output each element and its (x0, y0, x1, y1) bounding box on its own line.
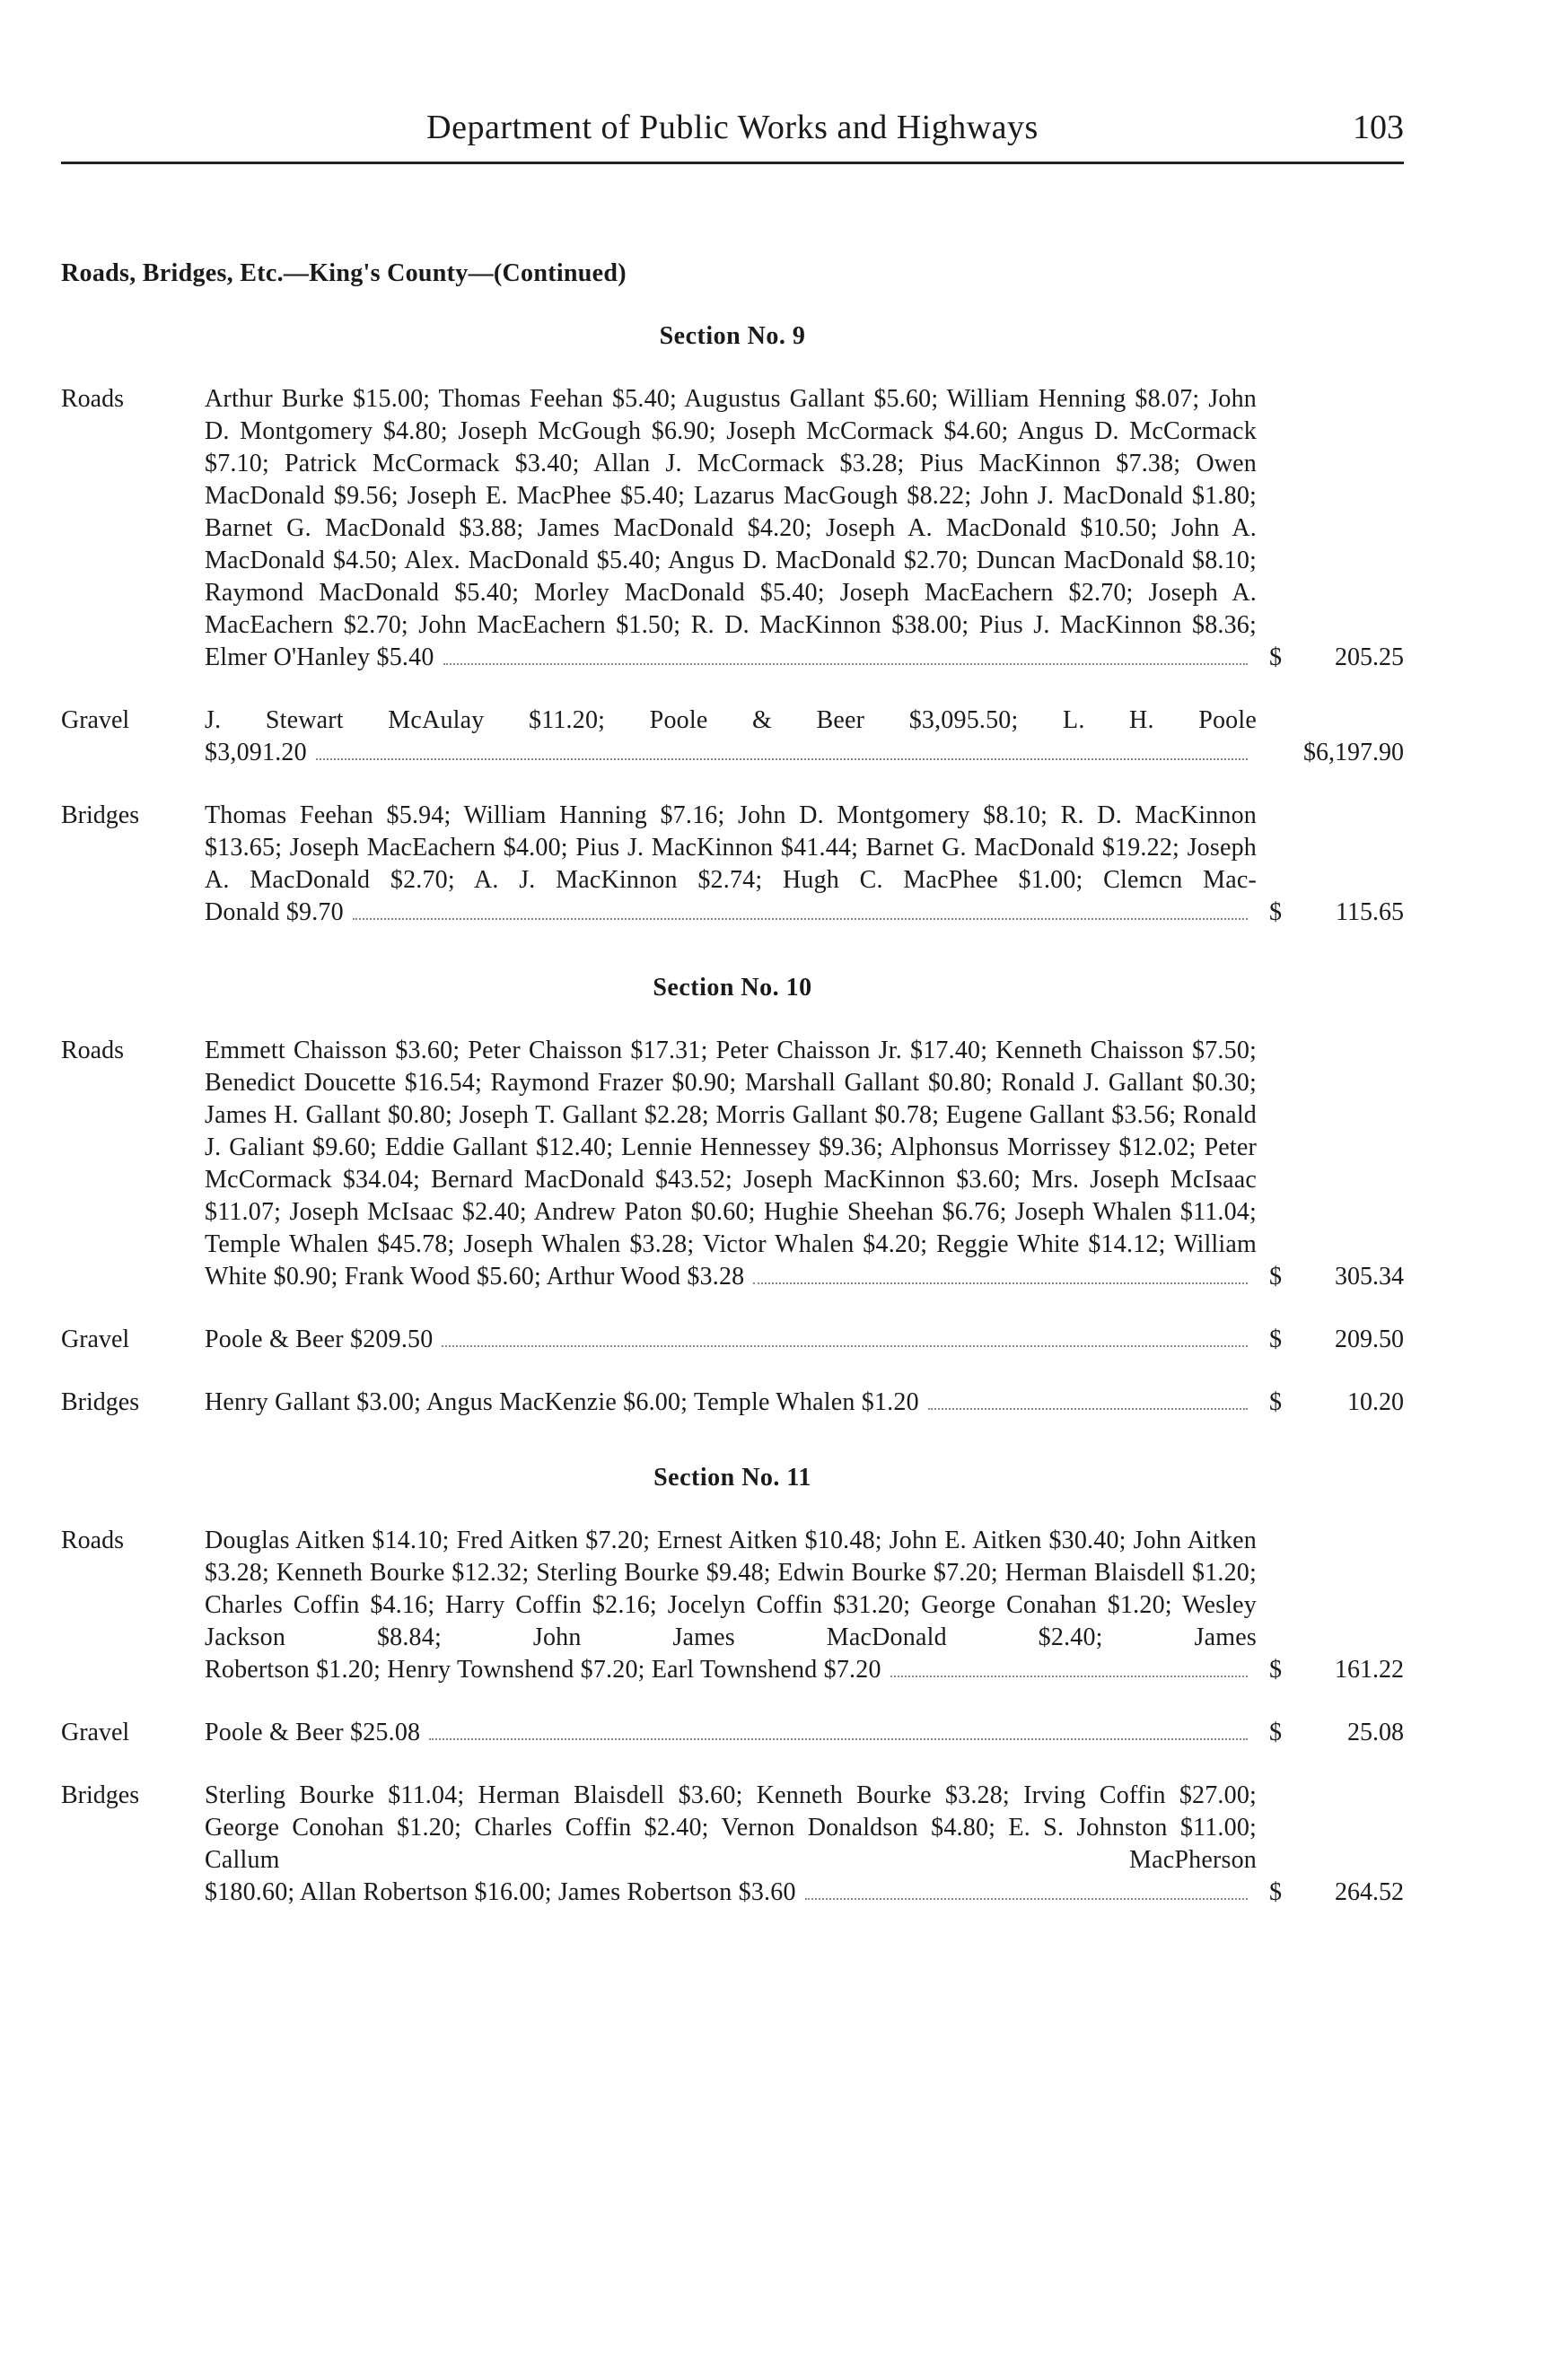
dot-leader (353, 917, 1248, 920)
ledger-entry (61, 1780, 1404, 1909)
entry-category-label: Bridges (61, 1388, 140, 1416)
entry-last-line-text: White $0.90; Frank Wood $5.60; Arthur Wood $3.28 (205, 1263, 745, 1291)
amount-value: 305.34 (1335, 1263, 1404, 1291)
amount-value: 115.65 (1336, 898, 1404, 926)
amount-value: $6,197.90 (1303, 739, 1404, 766)
entry-last-line-text: Donald $9.70 (205, 898, 344, 926)
ledger-entry (61, 383, 1404, 674)
entry-body (205, 383, 1257, 674)
page-title: Department of Public Works and Highways (426, 109, 1039, 146)
dollar-sign: $ (1269, 898, 1282, 926)
entry-body (205, 1525, 1257, 1686)
section-heading: Section No. 10 (653, 974, 812, 1002)
entry-last-line (205, 1717, 1257, 1749)
amount-value: 25.08 (1347, 1719, 1404, 1746)
entry-amount (1269, 1717, 1404, 1749)
entry-text: Thomas Feehan $5.94; William Hanning $7.16; John D. Montgomery $8.10; R. D. MacKinnon $13.65; Joseph MacEachern $4.00; Pius J. MacKinnon $41.44; Barnet G. MacDonald $19.22; Joseph A. MacDonald $2.70; A. J. MacKinnon $2.74; Hugh C. MacPhee $1.00; Clemcn Mac- (205, 801, 1257, 894)
entry-category-label: Gravel (61, 706, 130, 734)
dot-leader (443, 662, 1248, 665)
entry-text: Sterling Bourke $11.04; Herman Blaisdell $3.60; Kenneth Bourke $3.28; Irving Coffin $27.00; George Conohan $1.20; Charles Coffin $2.40; Vernon Donaldson $4.80; E. S. Johnston $11.00; Callum MacPherson (205, 1781, 1257, 1874)
entry-last-line-text: Henry Gallant $3.00; Angus MacKenzie $6.00; Temple Whalen $1.20 (205, 1388, 919, 1416)
entry-last-line (205, 1877, 1257, 1909)
amount-value: 10.20 (1347, 1388, 1404, 1416)
entry-last-line (205, 737, 1257, 769)
entry-amount (1269, 1654, 1404, 1686)
ledger-entry (61, 1035, 1404, 1293)
entry-body (205, 800, 1257, 929)
amount-value: 161.22 (1335, 1656, 1404, 1684)
amount-value: 209.50 (1335, 1326, 1404, 1353)
amount-value: 205.25 (1335, 643, 1404, 671)
entry-last-line-text: Robertson $1.20; Henry Townshend $7.20; Earl Townshend $7.20 (205, 1656, 881, 1684)
entry-body (205, 1035, 1257, 1293)
entry-last-line-text: Poole & Beer $209.50 (205, 1326, 434, 1353)
entry-body (205, 1324, 1257, 1356)
entry-last-line-text: $180.60; Allan Robertson $16.00; James Robertson $3.60 (205, 1878, 796, 1906)
running-header (61, 99, 1404, 164)
entry-body (205, 1717, 1257, 1749)
dollar-sign: $ (1269, 1326, 1282, 1353)
dollar-sign: $ (1269, 1719, 1282, 1746)
section-heading: Section No. 11 (653, 1464, 811, 1492)
entry-category-label: Roads (61, 1037, 124, 1064)
entry-body (205, 704, 1257, 769)
document-subtitle: Roads, Bridges, Etc.—King's County—(Continued) (61, 259, 627, 287)
entry-last-line-text: Elmer O'Hanley $5.40 (205, 643, 434, 671)
entry-last-line-text: Poole & Beer $25.08 (205, 1719, 421, 1746)
entry-text: Emmett Chaisson $3.60; Peter Chaisson $17.31; Peter Chaisson Jr. $17.40; Kenneth Chaisson $7.50; Benedict Doucette $16.54; Raymond Frazer $0.90; Marshall Gallant $0.80; Ronald J. Gallant $0.30; James H. Gallant $0.80; Joseph T. Gallant $2.28; Morris Gallant $0.78; Eugene Gallant $3.56; Ronald J. Galiant $9.60; Eddie Gallant $12.40; Lennie Hennessey $9.36; Alphonsus Morrissey $12.02; Peter McCormack $34.04; Bernard MacDonald $43.52; Joseph MacKinnon $3.60; Mrs. Joseph McIsaac $11.07; Joseph McIsaac $2.40; Andrew Paton $0.60; Hughie Sheehan $6.76; Joseph Whalen $11.04; Temple Whalen $45.78; Joseph Whalen $3.28; Victor Whalen $4.20; Reggie White $14.12; William (205, 1037, 1257, 1258)
entry-category-label: Gravel (61, 1719, 130, 1746)
entry-body (205, 1387, 1257, 1419)
dot-leader (316, 757, 1248, 760)
entry-amount (1269, 1324, 1404, 1356)
ledger-entry (61, 1324, 1404, 1356)
ledger-entry (61, 1717, 1404, 1749)
entry-category-label: Bridges (61, 801, 140, 829)
entry-amount (1269, 1387, 1404, 1419)
section-heading: Section No. 9 (659, 322, 806, 350)
dollar-sign: $ (1269, 1263, 1282, 1291)
amount-value: 264.52 (1335, 1878, 1404, 1906)
dollar-sign: $ (1269, 1656, 1282, 1684)
entry-amount (1269, 897, 1404, 929)
entry-body (205, 1780, 1257, 1909)
entry-amount (1269, 1877, 1404, 1909)
entry-text: J. Stewart McAulay $11.20; Poole & Beer $3,095.50; L. H. Poole (205, 706, 1257, 734)
dollar-sign: $ (1269, 1388, 1282, 1416)
dot-leader (890, 1675, 1248, 1677)
ledger-entry (61, 800, 1404, 929)
entry-last-line (205, 1324, 1257, 1356)
entry-last-line (205, 1654, 1257, 1686)
entry-last-line-text: $3,091.20 (205, 739, 307, 766)
dot-leader (928, 1407, 1248, 1410)
ledger-entry (61, 1387, 1404, 1419)
entry-last-line (205, 897, 1257, 929)
entry-amount (1269, 1261, 1404, 1293)
entry-last-line (205, 642, 1257, 674)
entry-category-label: Bridges (61, 1781, 140, 1809)
entry-category-label: Roads (61, 1527, 124, 1554)
page-number: 103 (1353, 109, 1404, 146)
dot-leader (429, 1737, 1248, 1740)
dollar-sign: $ (1269, 643, 1282, 671)
entry-amount (1269, 642, 1404, 674)
dollar-sign: $ (1269, 1878, 1282, 1906)
entry-amount (1269, 737, 1404, 769)
ledger-entry (61, 1525, 1404, 1686)
dot-leader (753, 1282, 1248, 1284)
entry-last-line (205, 1387, 1257, 1419)
entry-text: Douglas Aitken $14.10; Fred Aitken $7.20; Ernest Aitken $10.48; John E. Aitken $30.40; John Aitken $3.28; Kenneth Bourke $12.32; Sterling Bourke $9.48; Edwin Bourke $7.20; Herman Blaisdell $1.20; Charles Coffin $4.16; Harry Coffin $2.16; Jocelyn Coffin $31.20; George Conahan $1.20; Wesley Jackson $8.84; John James MacDonald $2.40; James (205, 1527, 1257, 1651)
dot-leader (442, 1344, 1248, 1347)
entry-text: Arthur Burke $15.00; Thomas Feehan $5.40; Augustus Gallant $5.60; William Henning $8.07; John D. Montgomery $4.80; Joseph McGough $6.90; Joseph McCormack $4.60; Angus D. McCormack $7.10; Patrick McCormack $3.40; Allan J. McCormack $3.28; Pius MacKinnon $7.38; Owen MacDonald $9.56; Joseph E. MacPhee $5.40; Lazarus MacGough $8.22; John J. MacDonald $1.80; Barnet G. MacDonald $3.88; James MacDonald $4.20; Joseph A. MacDonald $10.50; John A. MacDonald $4.50; Alex. MacDonald $5.40; Angus D. MacDonald $2.70; Duncan MacDonald $8.10; Raymond MacDonald $5.40; Morley MacDonald $5.40; Joseph MacEachern $2.70; Joseph A. MacEachern $2.70; John MacEachern $1.50; R. D. MacKinnon $38.00; Pius J. MacKinnon $8.36; (205, 385, 1257, 639)
entry-category-label: Roads (61, 385, 124, 413)
ledger-entry (61, 704, 1404, 769)
sections-container (61, 322, 1404, 1909)
entry-last-line (205, 1261, 1257, 1293)
document-page (61, 99, 1404, 1939)
entry-category-label: Gravel (61, 1326, 130, 1353)
dot-leader (805, 1897, 1248, 1900)
